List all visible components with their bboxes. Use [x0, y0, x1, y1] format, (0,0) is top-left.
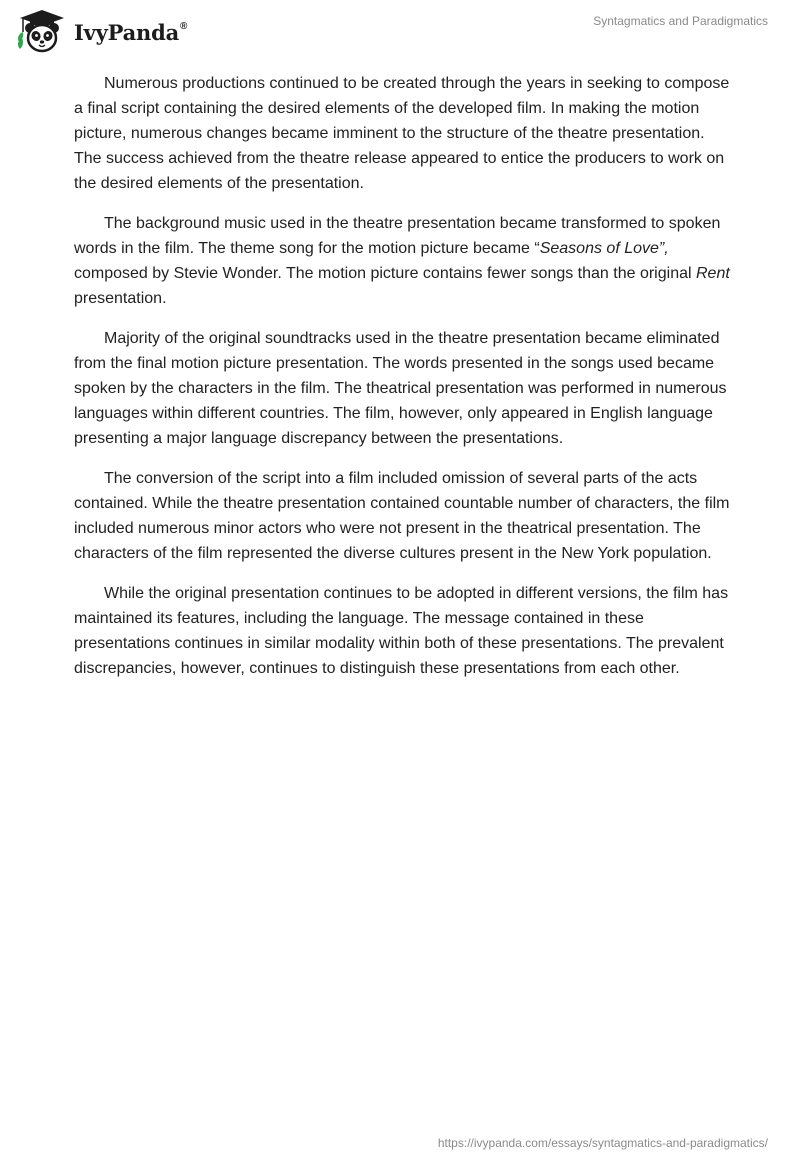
paragraph-3: Majority of the original soundtracks used in the theatre presentation became eliminated from the final motion picture presentation. The words presented in the songs used became spoken by the characters in the film. The theatrical presentation was performed in numerous languages within different countries. The film, however, only appeared in English language presenting a major language discrepancy between the presentations. [74, 330, 727, 447]
essay-body [74, 71, 730, 696]
song-title: Seasons of Love”, [539, 240, 669, 257]
paragraph-2 [74, 211, 730, 311]
running-title: Syntagmatics and Paradigmatics [593, 14, 768, 28]
paragraph-2-text-b: composed by Stevie Wonder. The motion picture contains fewer songs than the original [74, 265, 696, 282]
paragraph-1: Numerous productions continued to be created through the years in seeking to compose a final script containing the desired elements of the developed film. In making the motion picture, numerous changes became imminent to the structure of the theatre presentation. The success achieved from the theatre release appeared to entice the producers to work on the desired elements of the presentation. [74, 75, 730, 192]
paragraph-2-text-a: The background music used in the theatre presentation became transformed to spoken words in the film. The theme song for the motion picture became “ [74, 215, 721, 257]
registered-mark: ® [180, 20, 188, 32]
panda-graduate-logo-icon [14, 8, 70, 54]
brand-name: IvyPanda® [74, 19, 188, 45]
paragraph-5: While the original presentation continues to be adopted in different versions, the film has maintained its features, including the language. The message contained in these presentations continues in similar modality within both of these presentations. The prevalent discrepancies, however, continues to distinguish these presentations from each other. [74, 585, 729, 677]
paragraph-2-text-c: presentation. [74, 290, 167, 307]
page-header [0, 0, 800, 60]
paragraph-4: The conversion of the script into a film included omission of several parts of the acts contained. While the theatre presentation contained countable number of characters, the film included numerous minor actors who were not present in the theatrical presentation. The characters of the film represented the diverse cultures present in the New York population. [74, 470, 730, 562]
brand-logo[interactable] [14, 8, 187, 54]
footer-source-url[interactable]: https://ivypanda.com/essays/syntagmatics-and-paradigmatics/ [437, 1136, 768, 1150]
work-title: Rent [695, 265, 730, 282]
